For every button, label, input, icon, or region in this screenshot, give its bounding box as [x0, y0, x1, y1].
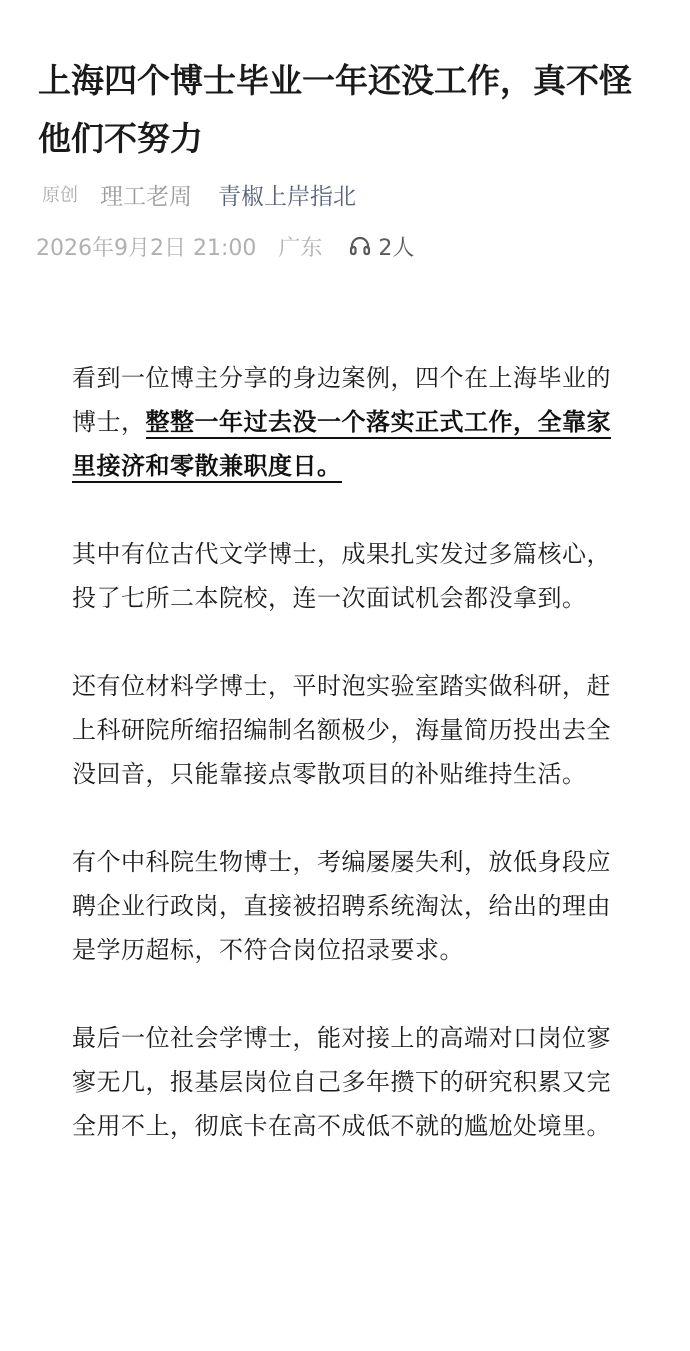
listen-button[interactable]: [348, 231, 414, 262]
paragraph: 其中有位古代文学博士，成果扎实发过多篇核心，投了七所二本院校，连一次面试机会都没拿到。: [72, 540, 611, 612]
paragraph: 有个中科院生物博士，考编屡屡失利，放低身段应聘企业行政岗，直接被招聘系统淘汰，给出的理由是学历超标，不符合岗位招录要求。: [72, 848, 611, 964]
paragraph: 还有位材料学博士，平时泡实验室踏实做科研，赶上科研院所缩招编制名额极少，海量简历投出去全没回音，只能靠接点零散项目的补贴维持生活。: [72, 672, 611, 788]
article-title: 上海四个博士毕业一年还没工作，真不怪他们不努力: [38, 61, 632, 158]
article-meta: [36, 228, 414, 264]
original-tag: 原创: [42, 185, 78, 206]
author-name: 理工老周: [100, 183, 192, 210]
paragraph: [72, 356, 632, 488]
publish-date: 2026年9月2日 21:00: [36, 235, 257, 261]
article-byline: [42, 176, 356, 212]
paragraph: 最后一位社会学博士，能对接上的高端对口岗位寥寥无几，报基层岗位自己多年攒下的研究积累又完全用不上，彻底卡在高不成低不就的尴尬处境里。: [72, 1024, 611, 1140]
paragraph-text: 看到一位博主分享的身边案例，四个在上海毕业的博士，: [72, 364, 611, 436]
listener-count: 2人: [378, 235, 415, 261]
publish-location: 广东: [278, 235, 323, 261]
article-body: [72, 356, 632, 1192]
highlighted-text: 整整一年过去没一个落实正式工作，全靠家里接济和零散兼职度日。: [72, 408, 611, 483]
headphones-icon: [348, 234, 372, 258]
account-link[interactable]: 青椒上岸指北: [218, 183, 356, 210]
